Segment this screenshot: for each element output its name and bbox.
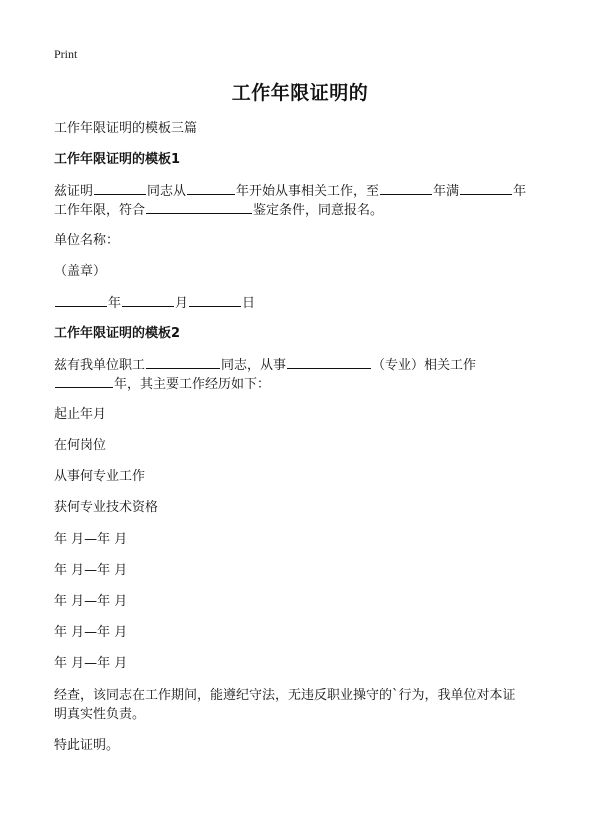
- template1-heading: 工作年限证明的模板1: [54, 152, 181, 167]
- t2-text-a: 兹有我单位职工: [54, 358, 146, 373]
- t1-text-a: 兹证明: [54, 184, 94, 199]
- t1-text-c: 年开始从事相关工作，至: [236, 184, 380, 199]
- blank-date-day: [189, 292, 241, 307]
- t1-line2-b: 鉴定条件，同意报名。: [253, 203, 384, 218]
- closing-line: 特此证明。: [54, 738, 120, 753]
- t2-text-b: 同志，从事: [221, 358, 287, 373]
- blank-end-year: [380, 180, 432, 195]
- blank-condition: [146, 199, 252, 214]
- conclusion-line1: 经查，该同志在工作期间，能遵纪守法，无违反职业操守的`行为，我单位对本证: [54, 688, 516, 703]
- t1-text-e: 年: [513, 184, 527, 199]
- t2-text-c: （专业）相关工作: [372, 358, 477, 373]
- blank-start-year: [187, 180, 235, 195]
- blank-employee: [146, 354, 220, 369]
- t1-text-b: 同志从: [147, 184, 187, 199]
- date-month-label: 月: [175, 296, 189, 311]
- period-line: 年 月—年 月: [54, 532, 128, 547]
- blank-date-year: [55, 292, 107, 307]
- page-title: 工作年限证明的: [231, 82, 369, 104]
- date-year-label: 年: [108, 296, 122, 311]
- date-line: [54, 292, 255, 314]
- date-day-label: 日: [242, 296, 256, 311]
- field-position: 在何岗位: [54, 438, 107, 453]
- intro-line: 工作年限证明的模板三篇: [54, 121, 198, 136]
- unit-name-label: 单位名称：: [54, 233, 120, 248]
- print-link[interactable]: Print: [54, 47, 78, 61]
- blank-date-month: [122, 292, 174, 307]
- blank-profession: [287, 354, 371, 369]
- t1-text-d: 年满: [433, 184, 460, 199]
- template2-paragraph-line2: [54, 373, 270, 395]
- template2-heading: 工作年限证明的模板2: [54, 326, 181, 341]
- period-line: 年 月—年 月: [54, 594, 128, 609]
- blank-years: [460, 180, 512, 195]
- seal-label: （盖章）: [54, 264, 107, 279]
- template1-paragraph-line2: [54, 199, 383, 221]
- period-line: 年 月—年 月: [54, 625, 128, 640]
- t2-line2: 年，其主要工作经历如下：: [114, 377, 271, 392]
- blank-name: [94, 180, 146, 195]
- field-period: 起止年月: [54, 407, 107, 422]
- field-qualification: 获何专业技术资格: [54, 500, 159, 515]
- t1-line2-a: 工作年限，符合: [54, 203, 146, 218]
- blank-work-years: [55, 373, 113, 388]
- conclusion-line2: 明真实性负责。: [54, 707, 146, 722]
- period-line: 年 月—年 月: [54, 563, 128, 578]
- field-specialty: 从事何专业工作: [54, 469, 146, 484]
- period-line: 年 月—年 月: [54, 656, 128, 671]
